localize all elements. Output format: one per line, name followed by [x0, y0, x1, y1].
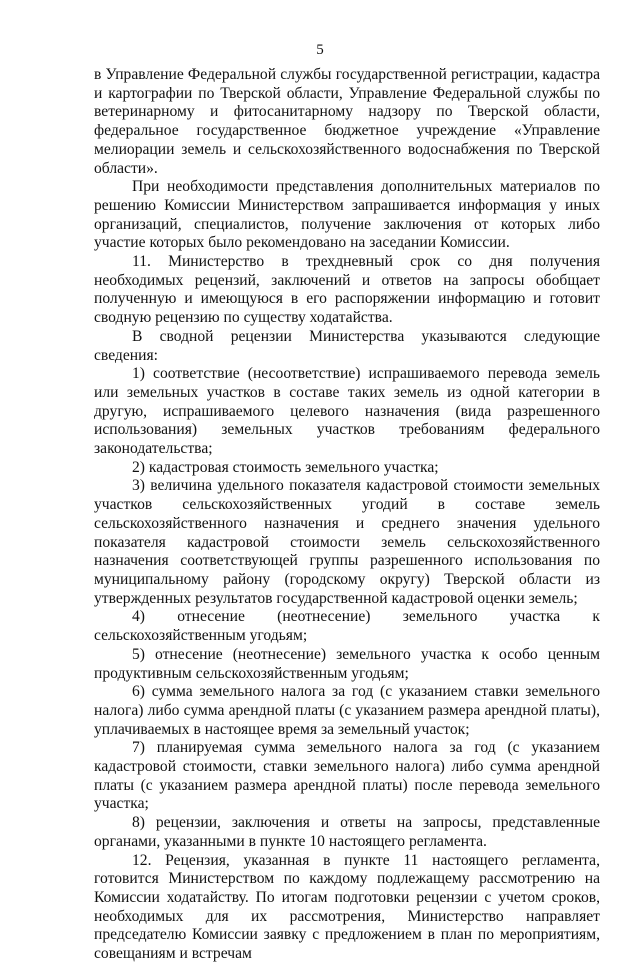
list-item-2: 2) кадастровая стоимость земельного участка; — [132, 458, 439, 476]
list-item-6: 6) сумма земельного налога за год (с указанием ставки земельного налога) либо сумма арендной платы (с указанием размера арендной платы), уплачиваемых в настоящее время за земельный участок; — [94, 683, 600, 738]
list-item-7: 7) планируемая сумма земельного налога за год (с указанием кадастровой стоимости, ставки земельного налога) либо сумма арендной платы (с указанием размера арендной платы) после перевода земельного участка; — [94, 739, 600, 813]
paragraph-continuation: в Управление Федеральной службы государственной регистрации, кадастра и картографии по Тверской области, Управление Федеральной службы по ветеринарному и фитосанитарному надзору по Тверской области, федеральное государственное бюджетное учреждение «Управление мелиорации земель и сельскохозяйственного водоснабжения по Тверской области». — [94, 66, 600, 177]
paragraph-additional-materials: При необходимости представления дополнительных материалов по решению Комиссии Министерством запрашивается информация у иных организаций, специалистов, получение заключения от которых либо участие которых было рекомендовано на заседании Комиссии. — [94, 178, 600, 252]
paragraph-item-12: 12. Рецензия, указанная в пункте 11 настоящего регламента, готовится Министерством по каждому подлежащему рассмотрению на Комиссии ходатайству. По итогам подготовки рецензии с учетом сроков, необходимых для их рассмотрения, Министерство направляет председателю Комиссии заявку с предложением в план по мероприятиям, совещаниям и встречам — [94, 851, 600, 963]
list-item-8: 8) рецензии, заключения и ответы на запросы, представленные органами, указанными в пункте 10 настоящего регламента. — [94, 814, 600, 850]
paragraph-item-11: 11. Министерство в трехдневный срок со дня получения необходимых рецензий, заключений и ответов на запросы обобщает полученную и имеющуюся в его распоряжении информацию и готовит сводную рецензию по существу ходатайства. — [94, 253, 600, 327]
page-number: 5 — [316, 42, 324, 58]
list-item-1: 1) соответствие (несоответствие) испрашиваемого перевода земель или земельных участков в составе таких земель из одной категории в другую, испрашиваемого целевого назначения (вида разрешенного использования) земельных участков требованиям федерального законодательства; — [94, 365, 600, 458]
list-item-4: 4) отнесение (неотнесение) земельного участка к сельскохозяйственным угодьям; — [94, 608, 600, 645]
list-item-3: 3) величина удельного показателя кадастровой стоимости земельных участков сельскохозяйственных угодий в составе земель сельскохозяйственного назначения и среднего значения удельного показателя кадастровой стоимости земель сельскохозяйственного назначения соответствующей группы разрешенного использования по муниципальному району (городскому округу) Тверской области из утвержденных результатов государственной кадастровой оценки земель; — [94, 477, 600, 607]
list-item-5: 5) отнесение (неотнесение) земельного участка к особо ценным продуктивным сельскохозяйственным угодьям; — [94, 645, 600, 682]
paragraph-summary-intro: В сводной рецензии Министерства указываются следующие сведения: — [94, 327, 600, 364]
document-body — [94, 66, 600, 964]
